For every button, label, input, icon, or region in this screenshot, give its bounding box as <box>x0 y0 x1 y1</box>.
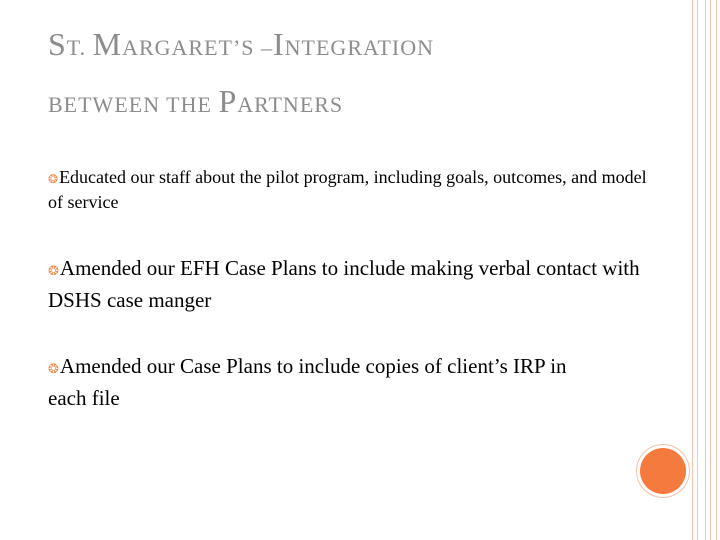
decorative-rail <box>697 0 698 540</box>
bullet-list <box>48 166 658 413</box>
bullet-icon: ❂ <box>48 172 59 186</box>
bullet-icon: ❂ <box>48 264 59 279</box>
bullet-text: Educated our staff about the pilot program, including goals, outcomes, and model of service <box>48 167 647 212</box>
bullet-icon: ❂ <box>48 362 59 377</box>
decorative-rail <box>705 0 706 540</box>
title-segment: M <box>92 26 123 62</box>
title-segment: I <box>273 26 285 62</box>
bullet-item <box>48 352 568 413</box>
decorative-rail <box>710 0 711 540</box>
title-line-1 <box>48 28 434 60</box>
decorative-rail <box>716 0 717 540</box>
title-line-2 <box>48 85 434 117</box>
title-segment: T. <box>66 35 87 60</box>
decorative-circle <box>640 448 686 494</box>
title-segment: S <box>48 26 67 62</box>
title-segment: ARTNERS <box>237 92 344 117</box>
title-segment: BETWEEN THE <box>48 92 219 117</box>
decorative-rail <box>692 0 693 540</box>
slide-title <box>48 28 434 117</box>
title-segment: P <box>218 83 238 119</box>
title-segment: ARGARET’S – <box>122 35 274 60</box>
bullet-item <box>48 166 658 214</box>
bullet-item <box>48 254 658 315</box>
bullet-text: Amended our EFH Case Plans to include making verbal contact with DSHS case manger <box>48 256 640 312</box>
title-segment: NTEGRATION <box>284 35 434 60</box>
bullet-text: Amended our Case Plans to include copies of client’s IRP in each file <box>48 354 567 410</box>
